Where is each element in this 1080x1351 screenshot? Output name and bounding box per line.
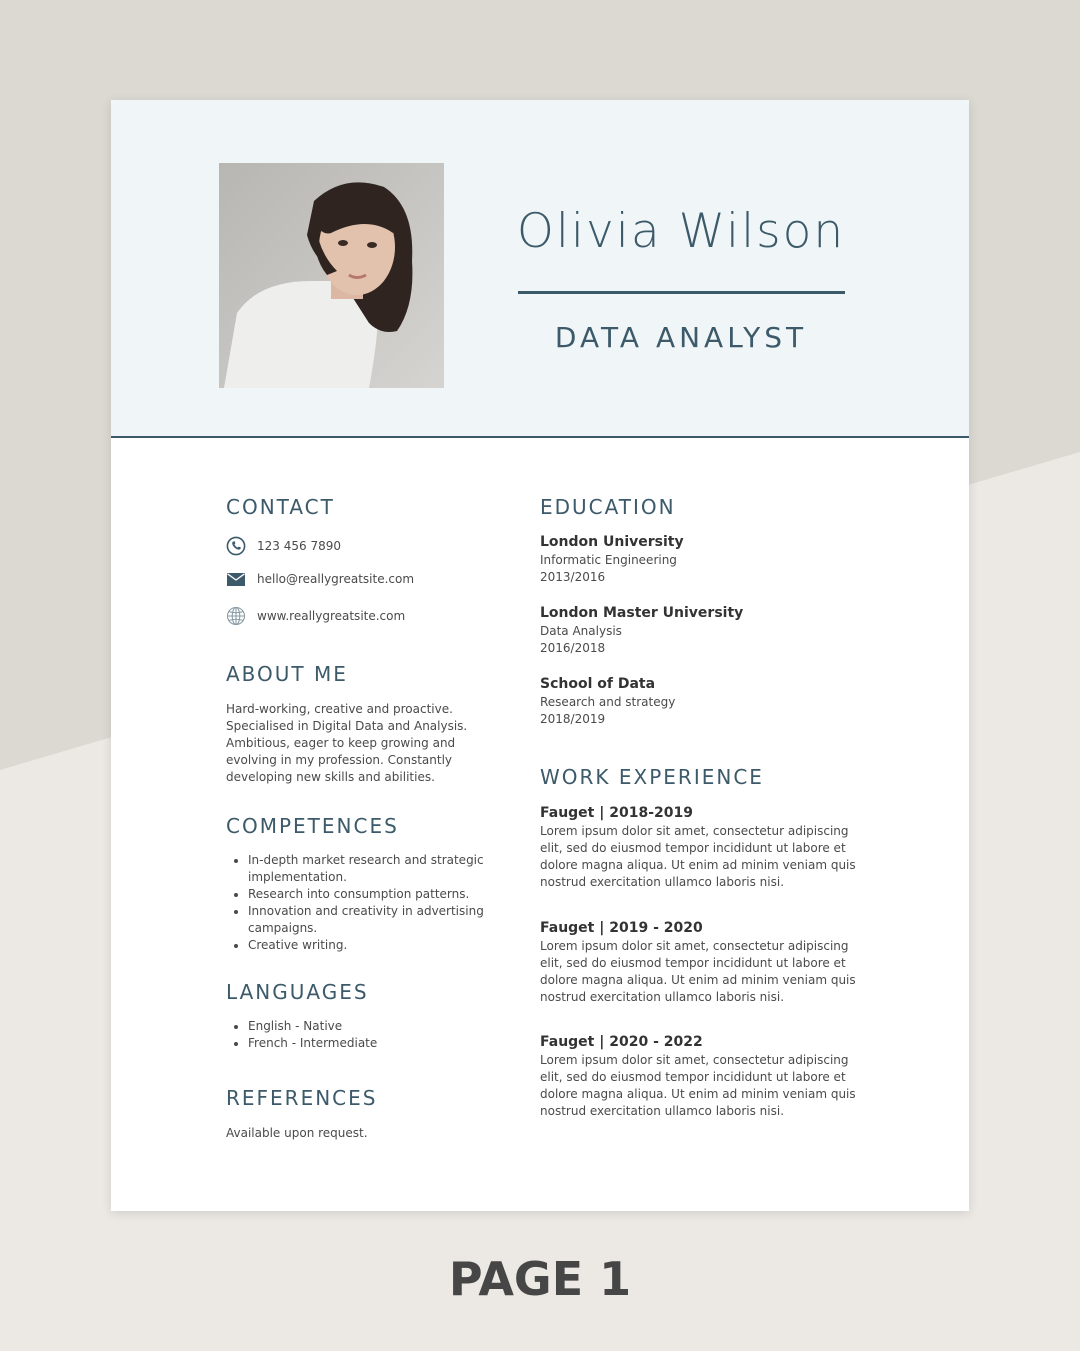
education-item — [540, 532, 870, 586]
job-heading: Fauget | 2019 - 2020 — [540, 920, 703, 936]
globe-icon — [226, 606, 246, 626]
page-number-label: PAGE 1 — [448, 1252, 632, 1306]
experience-item — [540, 918, 865, 1006]
list-item: • English - Native — [248, 1018, 493, 1035]
contact-phone — [226, 536, 341, 556]
school-name: School of Data — [540, 676, 656, 692]
school-field: Data Analysis — [540, 624, 622, 638]
contact-heading: CONTACT — [226, 495, 335, 519]
languages-heading: LANGUAGES — [226, 980, 369, 1004]
list-item: • Research into consumption patterns. — [248, 886, 493, 903]
competences-list — [226, 852, 493, 954]
education-heading: EDUCATION — [540, 495, 676, 519]
contact-website — [226, 606, 405, 626]
contact-email — [226, 569, 414, 589]
school-years: 2016/2018 — [540, 641, 606, 655]
resume-page — [111, 100, 969, 1211]
about-text: Hard-working, creative and proactive. Specialised in Digital Data and Analysis. Ambitious, eager to keep growing and evolving in my profession. Constantly developing new skills and abilities. — [226, 702, 468, 784]
name-divider — [518, 291, 845, 294]
school-years: 2018/2019 — [540, 712, 606, 726]
references-heading: REFERENCES — [226, 1086, 378, 1110]
experience-item — [540, 803, 865, 891]
mail-icon — [226, 569, 246, 589]
list-item: • Innovation and creativity in advertising campaigns. — [248, 903, 493, 937]
education-item — [540, 603, 870, 657]
phone-icon — [226, 536, 246, 556]
job-title: DATA ANALYST — [554, 321, 808, 354]
school-field: Research and strategy — [540, 695, 676, 709]
job-description: Lorem ipsum dolor sit amet, consectetur adipiscing elit, sed do eiusmod tempor incididunt ut labore et dolore magna aliqua. Ut enim ad minim veniam quis nostrud exercitation ullamco laboris nisi. — [540, 824, 856, 889]
candidate-name: Olivia Wilson — [516, 204, 846, 259]
education-item — [540, 674, 870, 728]
website-text: www.reallygreatsite.com — [257, 608, 406, 623]
school-field: Informatic Engineering — [540, 553, 677, 567]
about-heading: ABOUT ME — [226, 662, 348, 686]
job-heading: Fauget | 2018-2019 — [540, 805, 693, 821]
competences-heading: COMPETENCES — [226, 814, 399, 838]
list-item: • Creative writing. — [248, 937, 493, 954]
languages-list — [226, 1018, 493, 1052]
school-name: London Master University — [540, 605, 744, 621]
list-item: • In-depth market research and strategic implementation. — [248, 852, 493, 886]
list-item: • French - Intermediate — [248, 1035, 493, 1052]
school-years: 2013/2016 — [540, 570, 606, 584]
resume-header — [111, 100, 969, 438]
experience-item — [540, 1032, 865, 1120]
job-description: Lorem ipsum dolor sit amet, consectetur adipiscing elit, sed do eiusmod tempor incididunt ut labore et dolore magna aliqua. Ut enim ad minim veniam quis nostrud exercitation ullamco laboris nisi. — [540, 939, 856, 1004]
email-text: hello@reallygreatsite.com — [257, 571, 415, 586]
references-text: Available upon request. — [226, 1126, 368, 1140]
job-description: Lorem ipsum dolor sit amet, consectetur adipiscing elit, sed do eiusmod tempor incididunt ut labore et dolore magna aliqua. Ut enim ad minim veniam quis nostrud exercitation ullamco laboris nisi. — [540, 1053, 856, 1118]
job-heading: Fauget | 2020 - 2022 — [540, 1034, 703, 1050]
profile-photo — [219, 163, 444, 388]
school-name: London University — [540, 534, 684, 550]
experience-heading: WORK EXPERIENCE — [540, 765, 764, 789]
phone-text: 123 456 7890 — [257, 538, 341, 553]
